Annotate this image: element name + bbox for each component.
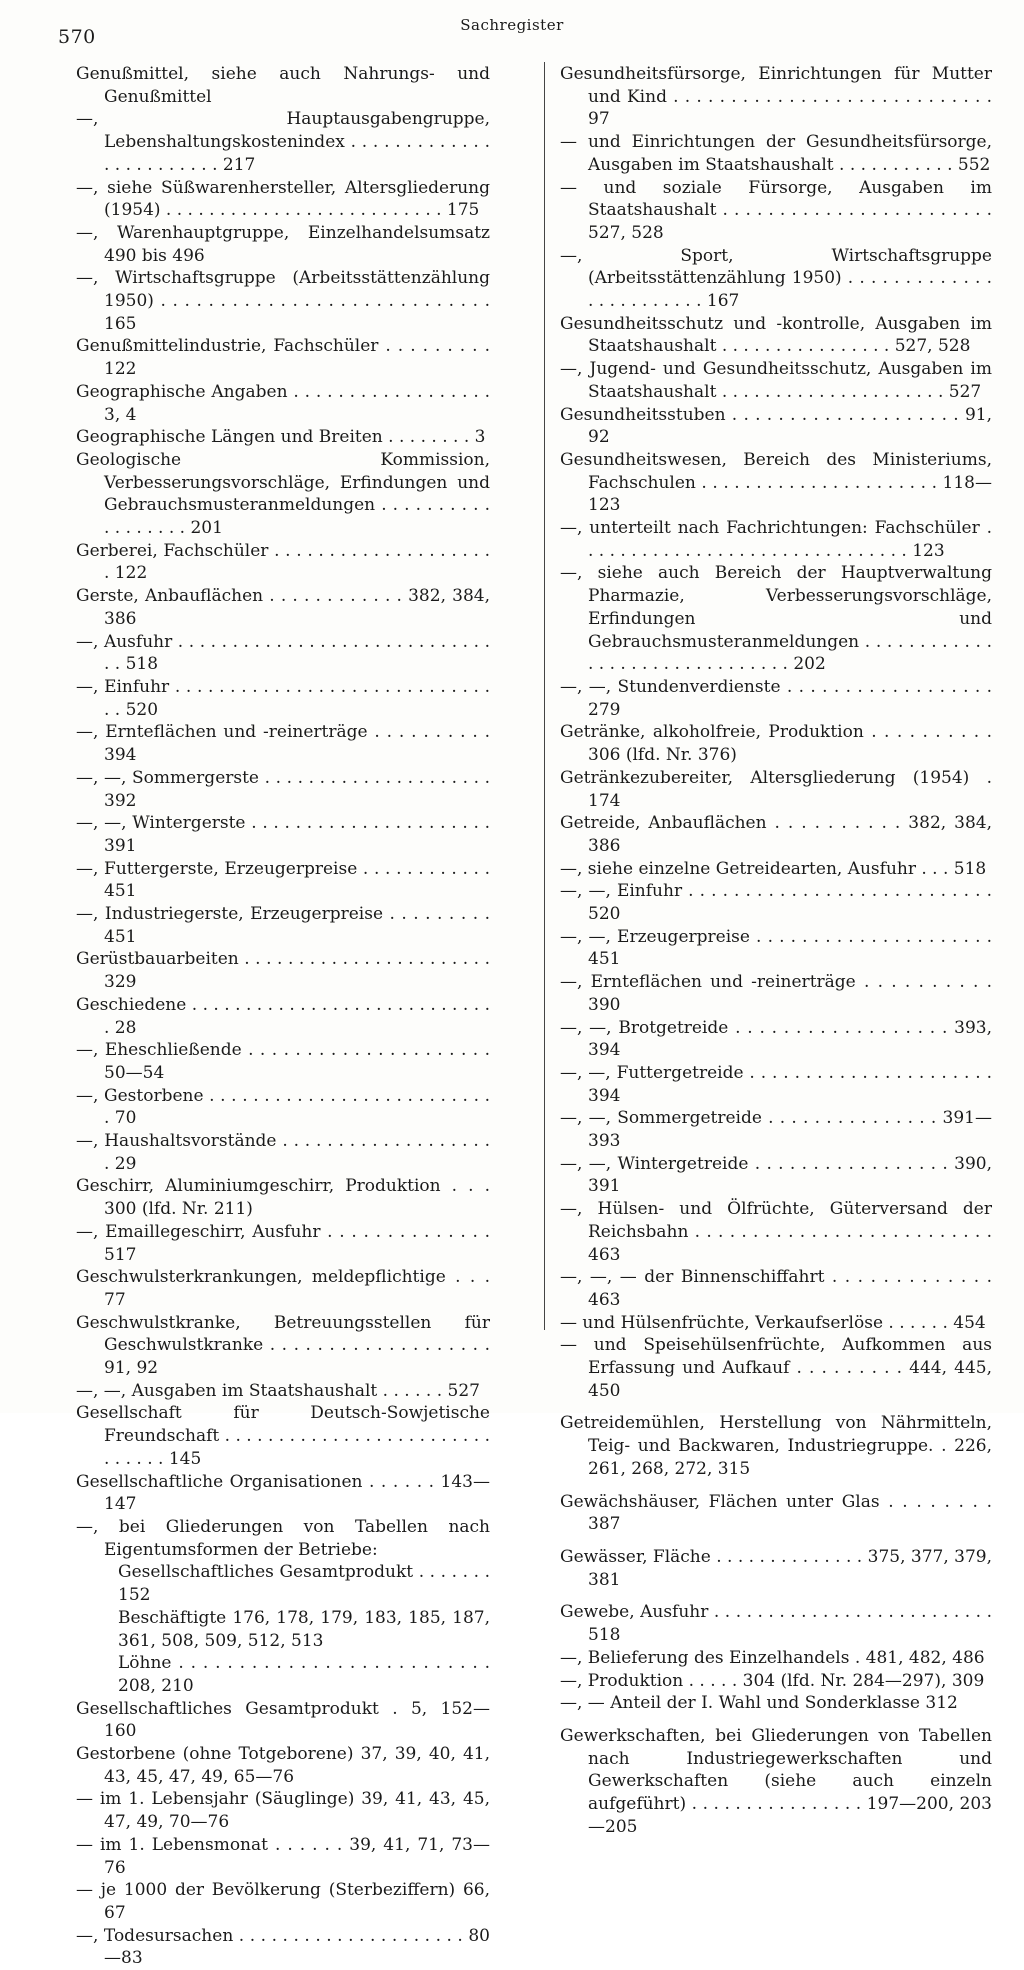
entry-spacer [560, 1536, 992, 1546]
index-entry: —, —, Brotgetreide . . . . . . . . . . . . . . . . . . 393, 394 [560, 1017, 992, 1061]
index-entry: —, —, Sommergerste . . . . . . . . . . . . . . . . . . . . . 392 [76, 767, 490, 811]
index-entry: Gesundheitsstuben . . . . . . . . . . . . . . . . . . . . 91, 92 [560, 404, 992, 448]
index-entry: —, siehe Süßwarenhersteller, Altersgliederung (1954) . . . . . . . . . . . . . . . . . . . . . . . . . . 175 [76, 177, 490, 221]
index-entry: —, —, Erzeugerpreise . . . . . . . . . . . . . . . . . . . . . 451 [560, 926, 992, 970]
index-entry: Gesundheitsschutz und -kontrolle, Ausgaben im Staatshaushalt . . . . . . . . . . . . . . . . 527, 528 [560, 313, 992, 357]
index-entry: Geschwulsterkrankungen, meldepflichtige . . . 77 [76, 1267, 490, 1310]
index-entry: —, Belieferung des Einzelhandels . 481, 482, 486 [560, 1647, 985, 1668]
index-entry: Gesellschaftliches Gesamtprodukt . . . . . . . 152 [118, 1562, 490, 1606]
index-entry: —, Futtergerste, Erzeugerpreise . . . . . . . . . . . . 451 [76, 858, 490, 902]
index-entry: —, —, Einfuhr . . . . . . . . . . . . . . . . . . . . . . . . . . . 520 [560, 881, 992, 925]
index-entry: Gesundheitswesen, Bereich des Ministeriums, Fachschulen . . . . . . . . . . . . . . . . . . . . . . 118—123 [560, 449, 992, 516]
index-entry: —, Gestorbene . . . . . . . . . . . . . . . . . . . . . . . . . . . 70 [76, 1085, 490, 1129]
index-entry: — im 1. Lebensmonat . . . . . . 39, 41, 71, 73—76 [76, 1834, 490, 1878]
index-entry: —, Emaillegeschirr, Ausfuhr . . . . . . . . . . . . . . 517 [76, 1221, 490, 1265]
index-entry: Gesundheitsfürsorge, Einrichtungen für Mutter und Kind . . . . . . . . . . . . . . . . . . . . . . . . . . . . 97 [560, 64, 992, 130]
entry-spacer [560, 1402, 992, 1412]
index-entry: —, Jugend- und Gesundheitsschutz, Ausgaben im Staatshaushalt . . . . . . . . . . . . . . . . . . . . . 527 [560, 359, 992, 402]
entry-spacer [560, 1715, 992, 1725]
index-entry: Gesellschaftliches Gesamtprodukt . 5, 152—160 [76, 1698, 490, 1742]
index-entry: Löhne . . . . . . . . . . . . . . . . . . . . . . . . . . 208, 210 [118, 1653, 490, 1696]
index-entry: —, Todesursachen . . . . . . . . . . . . . . . . . . . . . 80—83 [76, 1925, 490, 1969]
index-entry: —, siehe auch Bereich der Hauptverwaltung Pharmazie, Verbesserungsvorschläge, Erfindungen und Gebrauchsmusteranmeldungen . . . . . . . . . . . . . . . . . . . . . . . . . . . . . . . 202 [560, 563, 992, 675]
index-entry: Gewerkschaften, bei Gliederungen von Tabellen nach Industriegewerkschaften und Gewerkschaften (siehe auch einzeln aufgeführt) . . . . . . . . . . . . . . . . 197—200, 203—205 [560, 1725, 992, 1837]
index-entry: Gewächshäuser, Flächen unter Glas . . . . . . . . 387 [560, 1491, 992, 1535]
index-entry: Gesellschaft für Deutsch-Sowjetische Freundschaft . . . . . . . . . . . . . . . . . . . . . . . . . . . . . . . 145 [76, 1403, 490, 1469]
index-entry: Gewässer, Fläche . . . . . . . . . . . . . . 375, 377, 379, 381 [560, 1547, 992, 1590]
index-entry: Gestorbene (ohne Totgeborene) 37, 39, 40, 41, 43, 45, 47, 49, 65—76 [76, 1744, 490, 1787]
index-entry: —, Hauptausgabengruppe, Lebenshaltungskostenindex . . . . . . . . . . . . . . . . . . . . . . . . 217 [76, 109, 490, 175]
index-entry: —, Ernteflächen und -reinerträge . . . . . . . . . . 390 [560, 972, 992, 1015]
index-column-left [76, 63, 490, 1970]
index-entry: —, —, Stundenverdienste . . . . . . . . . . . . . . . . . . 279 [560, 676, 992, 720]
index-entry: —, —, Sommergetreide . . . . . . . . . . . . . . . 391—393 [560, 1108, 992, 1152]
index-entry: — und Speisehülsenfrüchte, Aufkommen aus Erfassung und Aufkauf . . . . . . . . . 444, 445, 450 [560, 1335, 992, 1401]
index-entry: —, Wirtschaftsgruppe (Arbeitsstättenzählung 1950) . . . . . . . . . . . . . . . . . . . . . . . . . . . . 165 [76, 268, 490, 334]
index-entry: —, Produktion . . . . . 304 (lfd. Nr. 284—297), 309 [560, 1670, 985, 1691]
index-entry: —, Ausfuhr . . . . . . . . . . . . . . . . . . . . . . . . . . . . . . . 518 [76, 631, 490, 675]
index-entry: —, Eheschließende . . . . . . . . . . . . . . . . . . . . . 50—54 [76, 1040, 490, 1083]
index-entry: Gerüstbauarbeiten . . . . . . . . . . . . . . . . . . . . . . . 329 [76, 949, 490, 993]
index-entry: — je 1000 der Bevölkerung (Sterbeziffern) 66, 67 [76, 1880, 490, 1923]
index-entry: —, — Anteil der I. Wahl und Sonderklasse 312 [560, 1693, 958, 1714]
index-entry: —, bei Gliederungen von Tabellen nach Eigentumsformen der Betriebe: [76, 1517, 490, 1560]
index-entry: Beschäftigte 176, 178, 179, 183, 185, 187, 361, 508, 509, 512, 513 [118, 1607, 490, 1651]
index-column-right [560, 63, 992, 1838]
index-entry: —, Haushaltsvorstände . . . . . . . . . . . . . . . . . . . . 29 [76, 1131, 490, 1174]
index-entry: Geographische Längen und Breiten . . . . . . . . 3 [76, 427, 486, 448]
index-entry: — und Hülsenfrüchte, Verkaufserlöse . . . . . . 454 [560, 1312, 986, 1333]
index-entry: Getreide, Anbauflächen . . . . . . . . . . 382, 384, 386 [560, 813, 992, 856]
running-title: Sachregister [460, 16, 564, 34]
index-entry: Genußmittel, siehe auch Nahrungs- und Genußmittel [76, 64, 490, 107]
index-entry: —, unterteilt nach Fachrichtungen: Fachschüler . . . . . . . . . . . . . . . . . . . . . . . . . . . . . . . 123 [560, 518, 992, 561]
index-entry: Geschirr, Aluminiumgeschirr, Produktion . . . 300 (lfd. Nr. 211) [76, 1176, 490, 1220]
column-divider [544, 62, 545, 1330]
index-entry: —, Hülsen- und Ölfrüchte, Güterversand der Reichsbahn . . . . . . . . . . . . . . . . . . . . . . . . . . 463 [560, 1199, 992, 1265]
index-entry: Getreidemühlen, Herstellung von Nährmitteln, Teig- und Backwaren, Industriegruppe. . 226, 261, 268, 272, 315 [560, 1413, 992, 1479]
index-entry: —, Ernteflächen und -reinerträge . . . . . . . . . . 394 [76, 722, 490, 766]
index-entry: — im 1. Lebensjahr (Säuglinge) 39, 41, 43, 45, 47, 49, 70—76 [76, 1789, 490, 1833]
index-entry: Gesellschaftliche Organisationen . . . . . . 143—147 [76, 1471, 490, 1515]
index-entry: Gewebe, Ausfuhr . . . . . . . . . . . . . . . . . . . . . . . . . . 518 [560, 1602, 992, 1646]
index-entry: —, siehe einzelne Getreidearten, Ausfuhr . . . 518 [560, 858, 987, 879]
index-entry: —, —, Futtergetreide . . . . . . . . . . . . . . . . . . . . . . 394 [560, 1062, 992, 1106]
index-entry: Geographische Angaben . . . . . . . . . . . . . . . . . . 3, 4 [76, 381, 490, 425]
entry-spacer [560, 1481, 992, 1491]
index-entry: —, —, — der Binnenschiffahrt . . . . . . . . . . . . . 463 [560, 1267, 992, 1310]
index-entry: Geologische Kommission, Verbesserungsvorschläge, Erfindungen und Gebrauchsmusteranmeldungen . . . . . . . . . . . . . . . . . . 201 [76, 449, 490, 539]
index-entry: —, Einfuhr . . . . . . . . . . . . . . . . . . . . . . . . . . . . . . . 520 [76, 676, 490, 720]
index-entry: Getränkezubereiter, Altersgliederung (1954) . 174 [560, 767, 992, 811]
index-entry: Getränke, alkoholfreie, Produktion . . . . . . . . . . 306 (lfd. Nr. 376) [560, 722, 992, 766]
index-entry: —, Sport, Wirtschaftsgruppe (Arbeitsstättenzählung 1950) . . . . . . . . . . . . . . . . . . . . . . . . 167 [560, 245, 992, 312]
index-entry: Gerste, Anbauflächen . . . . . . . . . . . . 382, 384, 386 [76, 586, 490, 629]
index-entry: Genußmittelindustrie, Fachschüler . . . . . . . . . 122 [76, 336, 490, 380]
index-entry: Geschwulstkranke, Betreuungsstellen für Geschwulstkranke . . . . . . . . . . . . . . . . . . . 91, 92 [76, 1312, 490, 1379]
index-entry: —, Industriegerste, Erzeugerpreise . . . . . . . . . 451 [76, 904, 490, 947]
index-entry: Gerberei, Fachschüler . . . . . . . . . . . . . . . . . . . . . 122 [76, 540, 490, 584]
index-entry: Geschiedene . . . . . . . . . . . . . . . . . . . . . . . . . . . . . 28 [76, 994, 490, 1038]
index-entry: — und soziale Fürsorge, Ausgaben im Staatshaushalt . . . . . . . . . . . . . . . . . . . . . . . . 527, 528 [560, 177, 992, 243]
entry-spacer [560, 1591, 992, 1601]
index-entry: —, —, Wintergerste . . . . . . . . . . . . . . . . . . . . . . 391 [76, 813, 490, 856]
index-entry: —, —, Ausgaben im Staatshaushalt . . . . . . 527 [76, 1380, 480, 1401]
page-number: 570 [58, 26, 96, 48]
index-entry: —, —, Wintergetreide . . . . . . . . . . . . . . . . . 390, 391 [560, 1153, 992, 1197]
index-entry: —, Warenhauptgruppe, Einzelhandelsumsatz 490 bis 496 [76, 222, 490, 266]
index-entry: — und Einrichtungen der Gesundheitsfürsorge, Ausgaben im Staatshaushalt . . . . . . . . . . . 552 [560, 132, 992, 175]
